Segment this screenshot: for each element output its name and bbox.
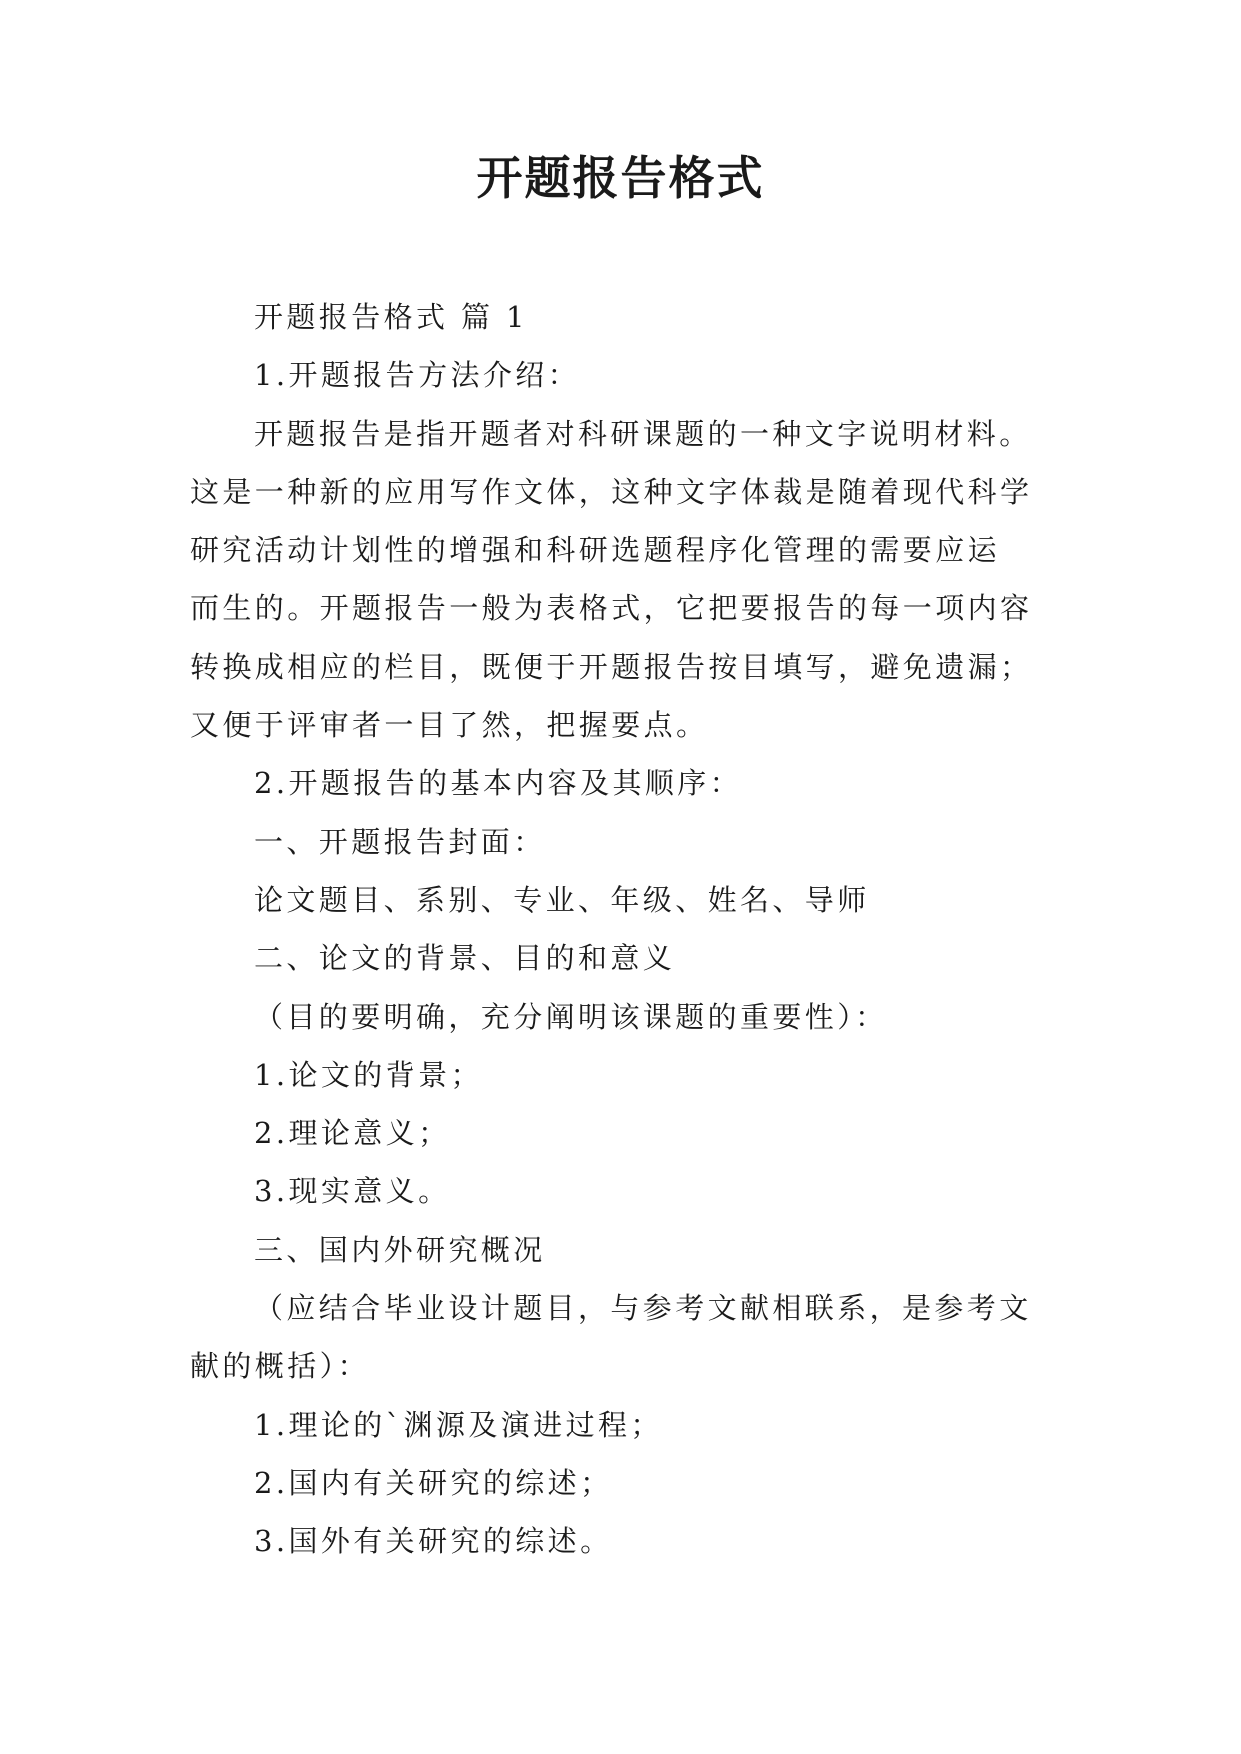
- paragraph-line: 1.开题报告方法介绍：: [254, 358, 581, 393]
- paragraph-line: 二、论文的背景、目的和意义: [254, 941, 676, 976]
- paragraph-line: 2.国内有关研究的综述；: [254, 1465, 613, 1500]
- paragraph-line: 2.理论意义；: [254, 1116, 451, 1151]
- paragraph-line: （目的要明确，充分阐明该课题的重要性）：: [254, 999, 888, 1034]
- paragraph-line: 一、开题报告封面：: [254, 824, 546, 859]
- paragraph-line: 3.国外有关研究的综述。: [254, 1524, 613, 1559]
- paragraph-line: 献的概括）：: [190, 1349, 370, 1384]
- paragraph-line: 三、国内外研究概况: [254, 1232, 546, 1267]
- document-body: [190, 288, 1055, 1571]
- paragraph-line: 研究活动计划性的增强和科研选题程序化管理的需要应运: [190, 533, 1001, 568]
- paragraph-line: 这是一种新的应用写作文体，这种文字体裁是随着现代科学: [190, 474, 1033, 509]
- paragraph-line: 又便于评审者一目了然，把握要点。: [190, 708, 709, 743]
- paragraph-line: 1.论文的背景；: [254, 1057, 483, 1092]
- paragraph-line: 2.开题报告的基本内容及其顺序：: [254, 766, 743, 801]
- paragraph-line: 3.现实意义。: [254, 1174, 451, 1209]
- page-title: 开题报告格式: [476, 151, 765, 205]
- paragraph-line: （应结合毕业设计题目，与参考文献相联系，是参考文: [254, 1291, 1032, 1326]
- paragraph-line: 开题报告是指开题者对科研课题的一种文字说明材料。: [254, 416, 1032, 451]
- paragraph-line: 而生的。开题报告一般为表格式，它把要报告的每一项内容: [190, 591, 1033, 626]
- paragraph-line: 1.理论的`渊源及演进过程；: [254, 1407, 663, 1442]
- paragraph-line: 论文题目、系别、专业、年级、姓名、导师: [254, 882, 870, 917]
- paragraph-line: 转换成相应的栏目，既便于开题报告按目填写，避免遗漏；: [190, 649, 1033, 684]
- paragraph-line: 开题报告格式 篇 1: [254, 300, 528, 334]
